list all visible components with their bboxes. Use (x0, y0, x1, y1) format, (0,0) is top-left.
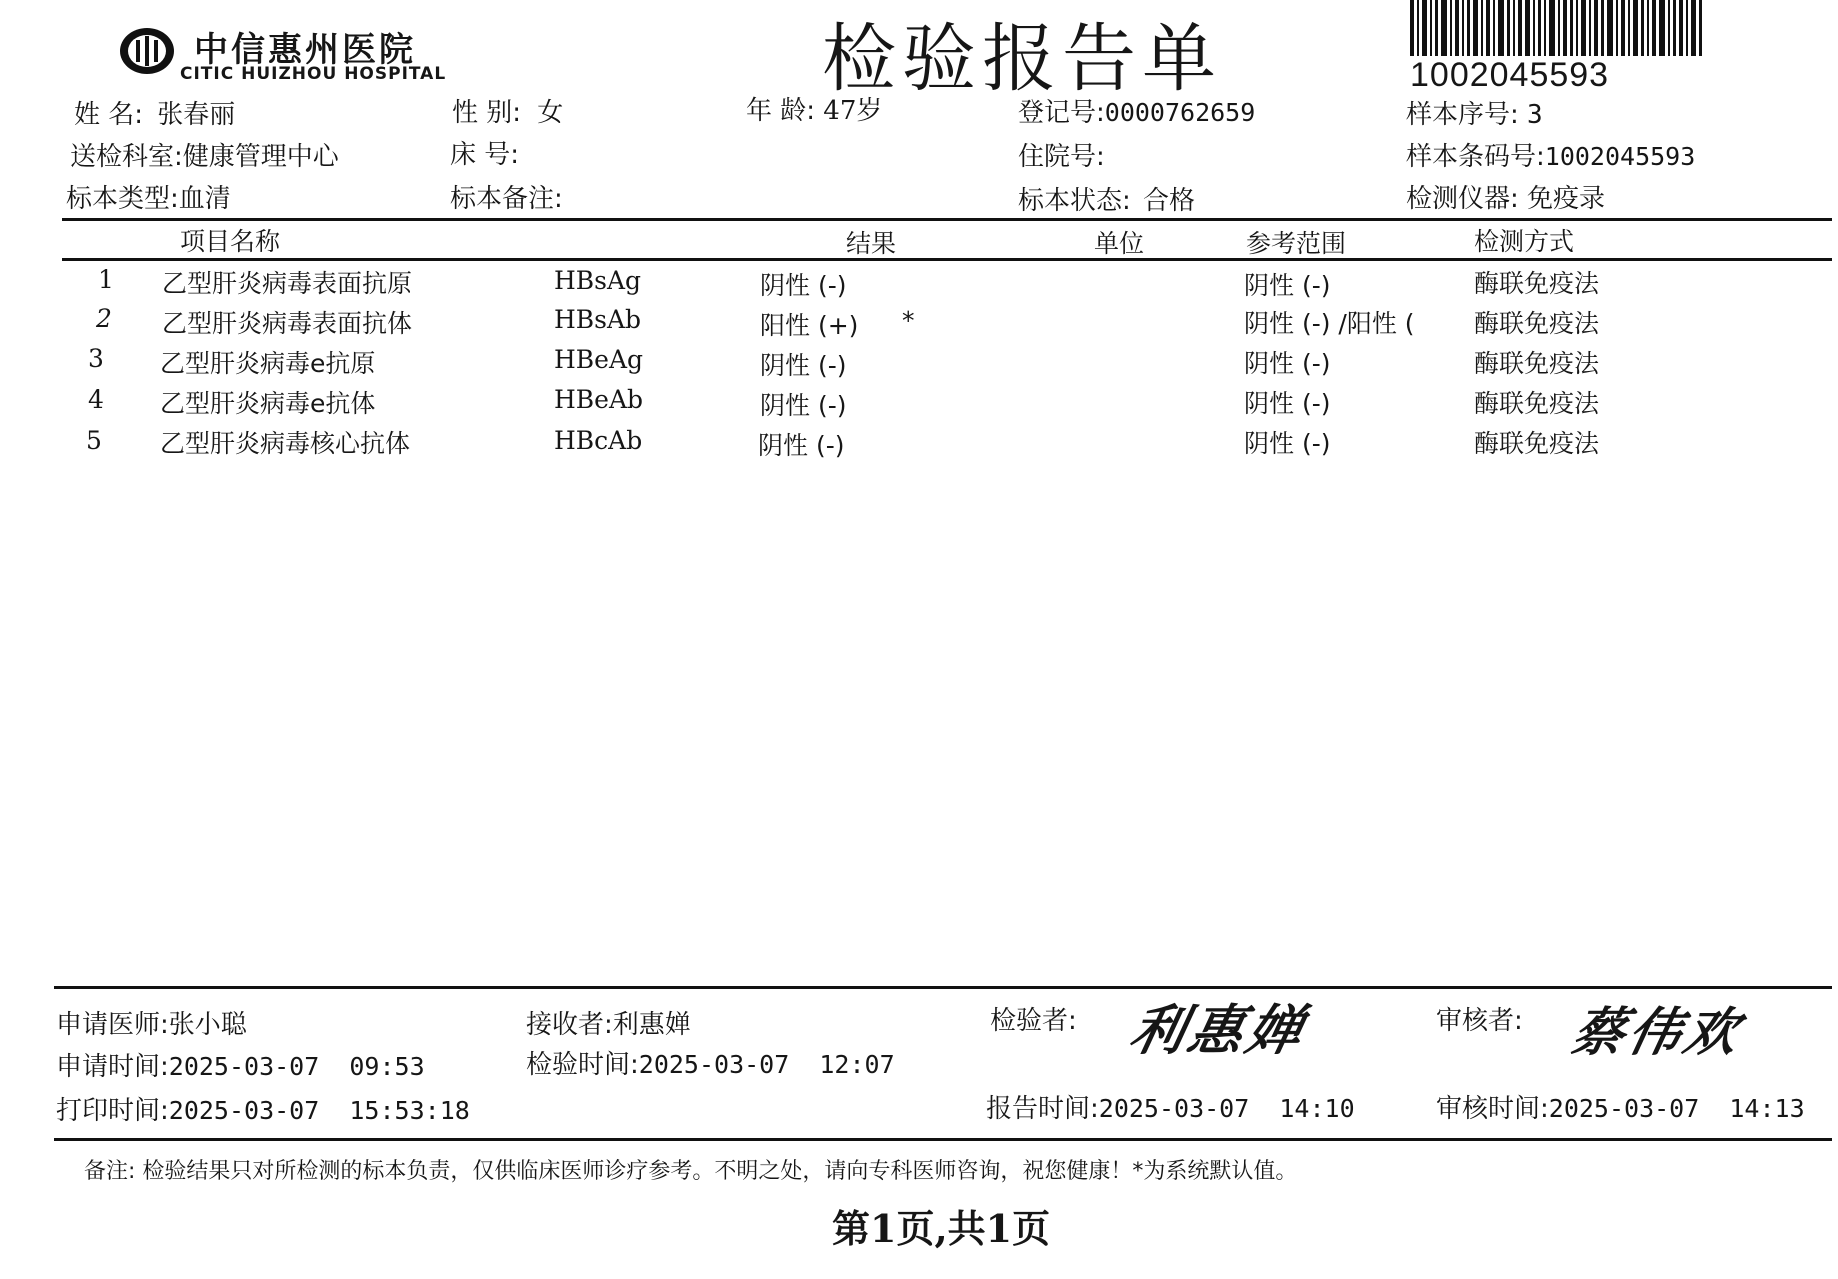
patient-name-label: 姓 名: (74, 100, 144, 130)
doctor: 张小聪 (168, 1010, 247, 1040)
patient-age-label: 年 龄: (746, 96, 816, 126)
receiver-field (526, 1004, 691, 1041)
reviewer-field (1436, 1000, 1523, 1037)
patient-name-field (74, 94, 235, 131)
patient-gender-field (452, 92, 563, 129)
row-5-method: 酶联免疫法 (1474, 429, 1600, 458)
print-time-label: 打印时间: (56, 1096, 169, 1126)
row-3-result: 阴性 (-) (760, 351, 847, 380)
report-note: 备注: 检验结果只对所检测的标本负责，仅供临床医师诊疗参考。不明之处，请向专科医师咨询，祝您健康！*为系统默认值。 (84, 1159, 1298, 1184)
test-time: 2025-03-07 12:07 (638, 1050, 895, 1079)
instrument: 免疫录 (1527, 184, 1606, 214)
specimen-type-field (66, 178, 231, 215)
sample-seq-field (1406, 94, 1543, 131)
doctor-field (56, 1004, 247, 1041)
header-result: 结果 (846, 229, 897, 258)
row-1-code: HBsAg (554, 266, 642, 295)
doctor-label: 申请医师: (56, 1010, 169, 1040)
row-2-method: 酶联免疫法 (1474, 309, 1600, 338)
barcode-icon (1410, 0, 1706, 56)
specimen-type-label: 标本类型: (66, 184, 179, 214)
header-item: 项目名称 (180, 227, 281, 256)
patient-age: 47岁 (823, 96, 883, 126)
review-time-label: 审核时间: (1436, 1094, 1549, 1124)
row-2-range: 阴性 (-) /阳性 ( (1244, 309, 1415, 338)
row-2-name: 乙型肝炎病毒表面抗体 (162, 309, 413, 338)
hospital-logo (118, 22, 518, 84)
reviewer-signature: 蔡伟欢 (1566, 1002, 1748, 1063)
row-1-method: 酶联免疫法 (1474, 269, 1600, 298)
bed-field (450, 134, 519, 171)
request-time-label: 申请时间: (56, 1052, 169, 1082)
print-time: 2025-03-07 15:53:18 (168, 1096, 470, 1125)
dept-field (70, 136, 339, 173)
report-title: 检验报告单 (822, 16, 1222, 102)
report-time: 2025-03-07 14:10 (1098, 1094, 1355, 1123)
tester-signature: 利惠婵 (1124, 998, 1313, 1062)
barcode-number: 1002045593 (1410, 56, 1610, 94)
row-2-flag: * (902, 306, 915, 335)
request-time-field (56, 1046, 425, 1083)
row-1-name: 乙型肝炎病毒表面抗原 (162, 269, 413, 298)
receiver-label: 接收者: (526, 1010, 613, 1040)
row-3-no: 3 (88, 344, 104, 373)
patient-age-field (746, 90, 882, 127)
specimen-status-label: 标本状态: (1018, 186, 1131, 216)
instrument-field (1406, 178, 1605, 215)
test-time-label: 检验时间: (526, 1050, 639, 1080)
note-top-rule (54, 1138, 1832, 1141)
table-header-rule (62, 258, 1832, 261)
print-time-field (56, 1090, 470, 1127)
sample-barcode: 1002045593 (1544, 142, 1696, 171)
specimen-note-label: 标本备注: (450, 184, 563, 214)
review-time-field (1436, 1088, 1805, 1125)
page-indicator: 第1页,共1页 (832, 1206, 1051, 1251)
row-1-result: 阴性 (-) (760, 271, 847, 300)
specimen-note-field (450, 178, 563, 215)
row-3-method: 酶联免疫法 (1474, 349, 1600, 378)
row-1-no: 1 (98, 265, 114, 294)
reg-no: 0000762659 (1104, 98, 1256, 127)
bed-label: 床 号: (450, 140, 520, 170)
sample-seq-label: 样本序号: (1406, 100, 1519, 130)
specimen-type: 血清 (178, 184, 231, 214)
row-2-no: 2 (96, 304, 112, 333)
header-unit: 单位 (1094, 229, 1145, 258)
table-top-rule (62, 218, 1832, 221)
hospital-emblem-icon (118, 26, 176, 76)
row-3-code: HBeAg (554, 345, 644, 374)
row-5-code: HBcAb (554, 426, 643, 455)
sample-barcode-field (1406, 136, 1695, 173)
reg-no-label: 登记号: (1018, 98, 1105, 128)
row-5-no: 5 (86, 426, 102, 455)
footer-top-rule (54, 986, 1832, 989)
specimen-status-field (1018, 180, 1195, 217)
row-5-range: 阴性 (-) (1244, 429, 1331, 458)
reviewer-label: 审核者: (1436, 1006, 1523, 1036)
review-time: 2025-03-07 14:13 (1548, 1094, 1805, 1123)
hospital-name-cn: 中信惠州医院 (194, 30, 416, 70)
row-4-result: 阴性 (-) (760, 391, 847, 420)
row-4-code: HBeAb (554, 385, 644, 414)
receiver: 利惠婵 (612, 1010, 691, 1040)
dept-label: 送检科室: (70, 142, 183, 172)
patient-gender-label: 性 别: (452, 98, 522, 128)
header-method: 检测方式 (1474, 227, 1575, 256)
row-4-method: 酶联免疫法 (1474, 389, 1600, 418)
instrument-label: 检测仪器: (1406, 184, 1519, 214)
inpatient-field (1018, 136, 1105, 173)
tester-field (990, 1000, 1077, 1037)
row-4-no: 4 (88, 385, 104, 414)
sample-seq: 3 (1527, 100, 1543, 130)
row-5-result: 阴性 (-) (758, 431, 845, 460)
patient-name: 张春丽 (157, 100, 236, 130)
row-3-name: 乙型肝炎病毒e抗原 (160, 349, 376, 378)
row-4-name: 乙型肝炎病毒e抗体 (160, 389, 376, 418)
test-time-field (526, 1044, 895, 1081)
sample-barcode-label: 样本条码号: (1406, 142, 1545, 172)
inpatient-label: 住院号: (1018, 142, 1105, 172)
specimen-status: 合格 (1143, 186, 1196, 216)
report-time-label: 报告时间: (986, 1094, 1099, 1124)
row-3-range: 阴性 (-) (1244, 349, 1331, 378)
row-2-result: 阳性 (+) (760, 311, 859, 340)
tester-label: 检验者: (990, 1006, 1077, 1036)
request-time: 2025-03-07 09:53 (168, 1052, 425, 1081)
header-range: 参考范围 (1246, 229, 1347, 258)
row-1-range: 阴性 (-) (1244, 271, 1331, 300)
patient-gender: 女 (537, 98, 564, 128)
hospital-name-en: CITIC HUIZHOU HOSPITAL (180, 64, 447, 84)
row-4-range: 阴性 (-) (1244, 389, 1331, 418)
dept: 健康管理中心 (182, 142, 339, 172)
report-time-field (986, 1088, 1355, 1125)
row-5-name: 乙型肝炎病毒核心抗体 (160, 429, 411, 458)
row-2-code: HBsAb (554, 305, 642, 334)
reg-no-field (1018, 92, 1255, 129)
